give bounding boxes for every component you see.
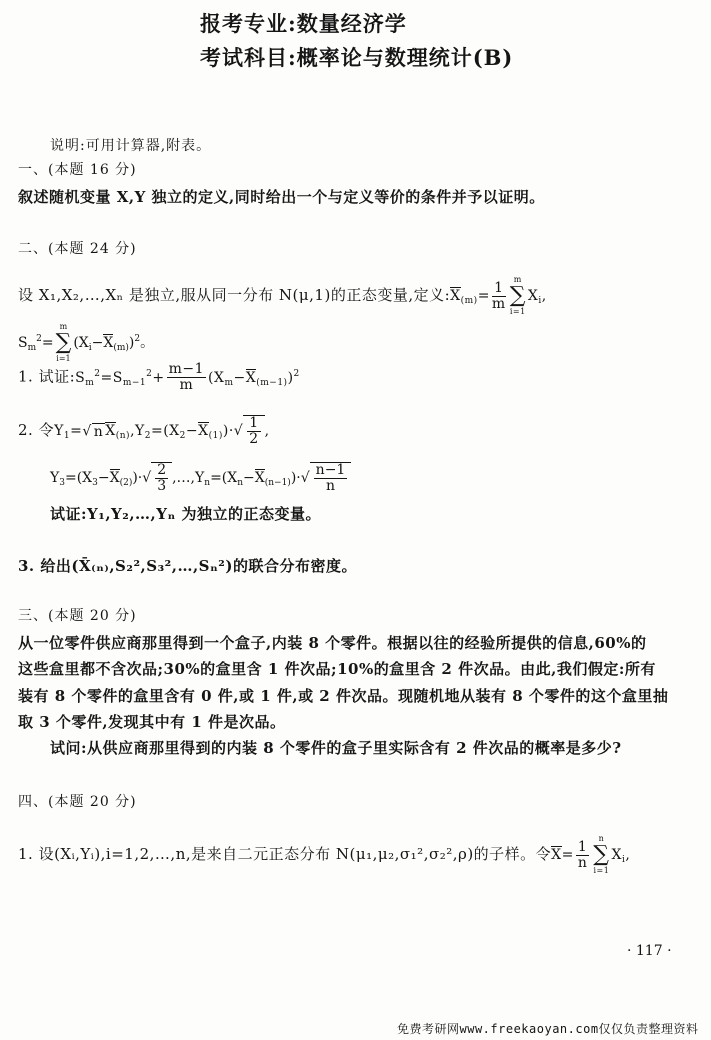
page-number: · 117 · — [627, 943, 672, 959]
q4-part1-text: 1. 设(Xᵢ,Yᵢ),i=1,2,…,n,是来自二元正态分布 N(μ₁,μ₂,σ₁²,σ₂²,ρ)的子样。令 — [18, 845, 552, 863]
q2-part1 — [18, 362, 300, 393]
q2-part2 — [18, 415, 270, 447]
q2-intro-line — [18, 275, 547, 317]
q2-heading: 二、(本题 24 分) — [18, 241, 137, 257]
q2-part2-formula-line2: $Y_3=(X_3-X_{(2)})\cdot√$ $\frac{2}{3}$ $,\dots,Y_n=(X_n-X_{(n-1)})\cdot√$ $\frac{n-1}{n}$ — [50, 462, 351, 494]
q3-line: 装有 8 个零件的盒里含有 0 件,或 1 件,或 2 件次品。现随机地从装有 8 个零件的这个盒里抽 — [18, 687, 669, 705]
q2-part1-formula: $S_m^2=S_{m-1}^2+$ $\frac{m-1}{m}$ $(X_m-X_{(m-1)})^2$ — [75, 361, 300, 393]
q3-line: 取 3 个零件,发现其中有 1 件是次品。 — [18, 713, 286, 731]
q2-mean-definition: $X_{(m)}=$ $\frac{1}{m}$ m ∑ i=1 $X_i$, — [450, 275, 547, 316]
q4-part1 — [18, 834, 630, 876]
q4-heading: 四、(本题 20 分) — [18, 794, 137, 810]
exam-note: 说明:可用计算器,附表。 — [50, 138, 212, 154]
q1-heading: 一、(本题 16 分) — [18, 162, 137, 178]
q2-part3: 3. 给出(X̄₍ₙ₎,S₂²,S₃²,…,Sₙ²)的联合分布密度。 — [18, 557, 357, 575]
q3-question: 试问:从供应商那里得到的内装 8 个零件的盒子里实际含有 2 件次品的概率是多少? — [50, 739, 622, 757]
q2-part2-prove: 试证:Y₁,Y₂,…,Yₙ 为独立的正态变量。 — [50, 505, 321, 523]
q1-text: 叙述随机变量 X,Y 独立的定义,同时给出一个与定义等价的条件并予以证明。 — [18, 188, 545, 206]
q3-line: 从一位零件供应商那里得到一个盒子,内装 8 个零件。根据以往的经验所提供的信息,60%的 — [18, 634, 647, 652]
q3-heading: 三、(本题 20 分) — [18, 608, 137, 624]
q2-variance-definition: $S_m^2=$ m ∑ i=1 $(X_i-X_{(m)})^2$。 — [18, 322, 155, 363]
q2-part2-formula-line1: $Y_1=√$ n $X_{(n)},Y_2=(X_2-X_{(1)})\cdot√$ $\frac{1}{2}$ , — [54, 415, 270, 447]
q4-mean-definition: X= $\frac{1}{n}$ n ∑ i=1 $X_i$, — [551, 834, 631, 875]
q2-intro: 设 X₁,X₂,…,Xₙ 是独立,服从同一分布 N(μ,1)的正态变量,定义: — [18, 286, 451, 304]
q3-line: 这些盒里都不含次品;30%的盒里含 1 件次品;10%的盒里含 2 件次品。由此,我们假定:所有 — [18, 660, 656, 678]
footer-watermark: 免费考研网www.freekaoyan.com仅仅负责整理资料 — [397, 1022, 699, 1036]
exam-major-title: 报考专业:数量经济学 — [200, 11, 407, 36]
q2-part1-label: 1. 试证: — [18, 367, 76, 386]
exam-subject-title: 考试科目:概率论与数理统计(B) — [200, 45, 514, 70]
q2-part2-label: 2. 令 — [18, 421, 55, 439]
